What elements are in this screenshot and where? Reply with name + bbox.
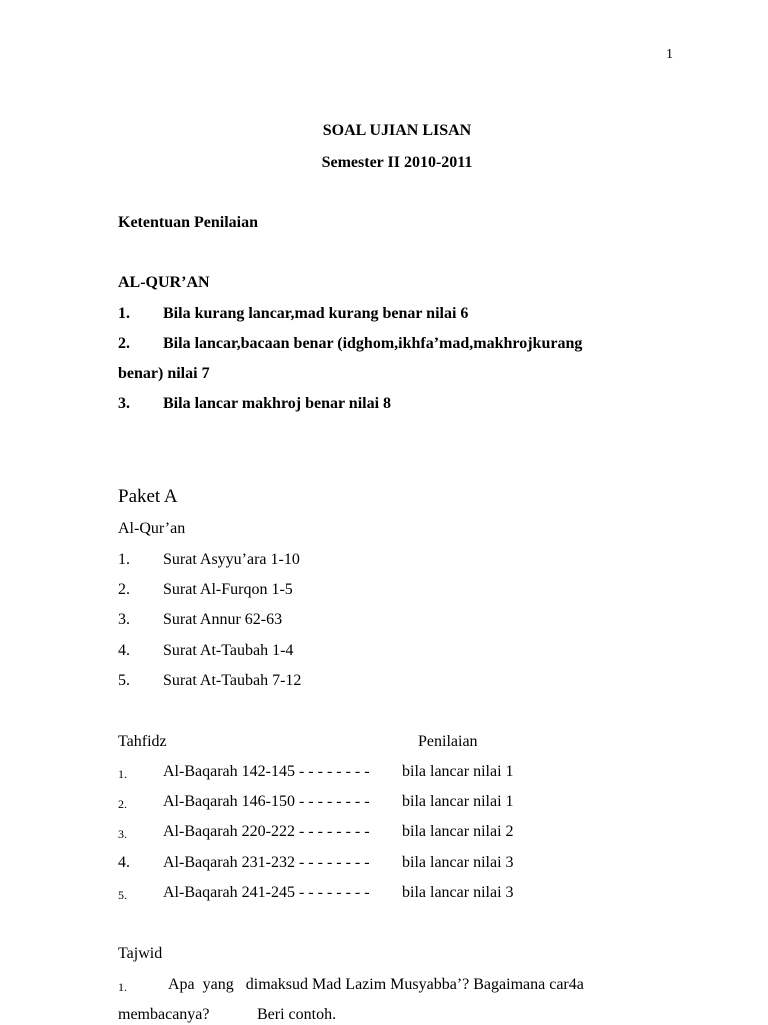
document-title: SOAL UJIAN LISAN — [322, 122, 472, 139]
semester-subtitle: Semester II 2010-2011 — [321, 154, 473, 171]
quran-item-text: Surat At-Taubah 7-12 — [163, 672, 302, 689]
quran-item-number: 1. — [118, 551, 130, 568]
rules-heading: Ketentuan Penilaian — [118, 214, 259, 231]
tahfidz-item-text: Al-Baqarah 146-150 - - - - - - - - — [163, 793, 370, 810]
tahfidz-item-score: bila lancar nilai 3 — [402, 884, 514, 901]
rule-text: Bila kurang lancar,mad kurang benar nilai 6 — [163, 305, 469, 322]
rule-text-continuation: benar) nilai 7 — [118, 365, 210, 382]
rule-number: 2. — [118, 335, 130, 352]
tajwid-item-number: 1. — [118, 980, 127, 994]
quran-label: Al-Qur’an — [118, 520, 186, 537]
tahfidz-item-number: 2. — [118, 797, 127, 811]
tahfidz-item-text: Al-Baqarah 241-245 - - - - - - - - — [163, 884, 370, 901]
quran-item-number: 4. — [118, 642, 130, 659]
quran-item-text: Surat At-Taubah 1-4 — [163, 642, 294, 659]
penilaian-label: Penilaian — [418, 733, 478, 750]
tahfidz-label: Tahfidz — [118, 733, 167, 750]
tajwid-item-continuation: membacanya? — [118, 1006, 210, 1023]
rule-number: 3. — [118, 395, 130, 412]
rules-subheading: AL-QUR’AN — [118, 274, 210, 291]
quran-item-number: 2. — [118, 581, 130, 598]
tahfidz-item-text: Al-Baqarah 220-222 - - - - - - - - — [163, 823, 370, 840]
tahfidz-item-number: 5. — [118, 888, 127, 902]
tajwid-item-text: Apa yang dimaksud Mad Lazim Musyabba’? Bagaimana car4a — [168, 976, 584, 993]
tahfidz-item-score: bila lancar nilai 1 — [402, 793, 514, 810]
quran-item-text: Surat Asyyu’ara 1-10 — [163, 551, 300, 568]
tahfidz-item-text: Al-Baqarah 142-145 - - - - - - - - — [163, 763, 370, 780]
quran-item-text: Surat Al-Furqon 1-5 — [163, 581, 293, 598]
rule-text: Bila lancar,bacaan benar (idghom,ikhfa’mad,makhrojkurang — [163, 335, 583, 352]
tahfidz-item-text: Al-Baqarah 231-232 - - - - - - - - — [163, 854, 370, 871]
tahfidz-item-score: bila lancar nilai 1 — [402, 763, 514, 780]
tahfidz-item-number: 3. — [118, 827, 127, 841]
tahfidz-item-score: bila lancar nilai 3 — [402, 854, 514, 871]
page-number: 1 — [666, 47, 673, 62]
quran-item-number: 3. — [118, 611, 130, 628]
rule-text: Bila lancar makhroj benar nilai 8 — [163, 395, 392, 412]
tajwid-label: Tajwid — [118, 945, 163, 962]
quran-item-number: 5. — [118, 672, 130, 689]
tahfidz-item-number: 1. — [118, 767, 127, 781]
tahfidz-item-number: 4. — [118, 854, 130, 871]
tajwid-item-continuation: Beri contoh. — [257, 1006, 337, 1023]
tahfidz-item-score: bila lancar nilai 2 — [402, 823, 514, 840]
paket-title: Paket A — [118, 486, 178, 507]
rule-number: 1. — [118, 305, 130, 322]
quran-item-text: Surat Annur 62-63 — [163, 611, 283, 628]
